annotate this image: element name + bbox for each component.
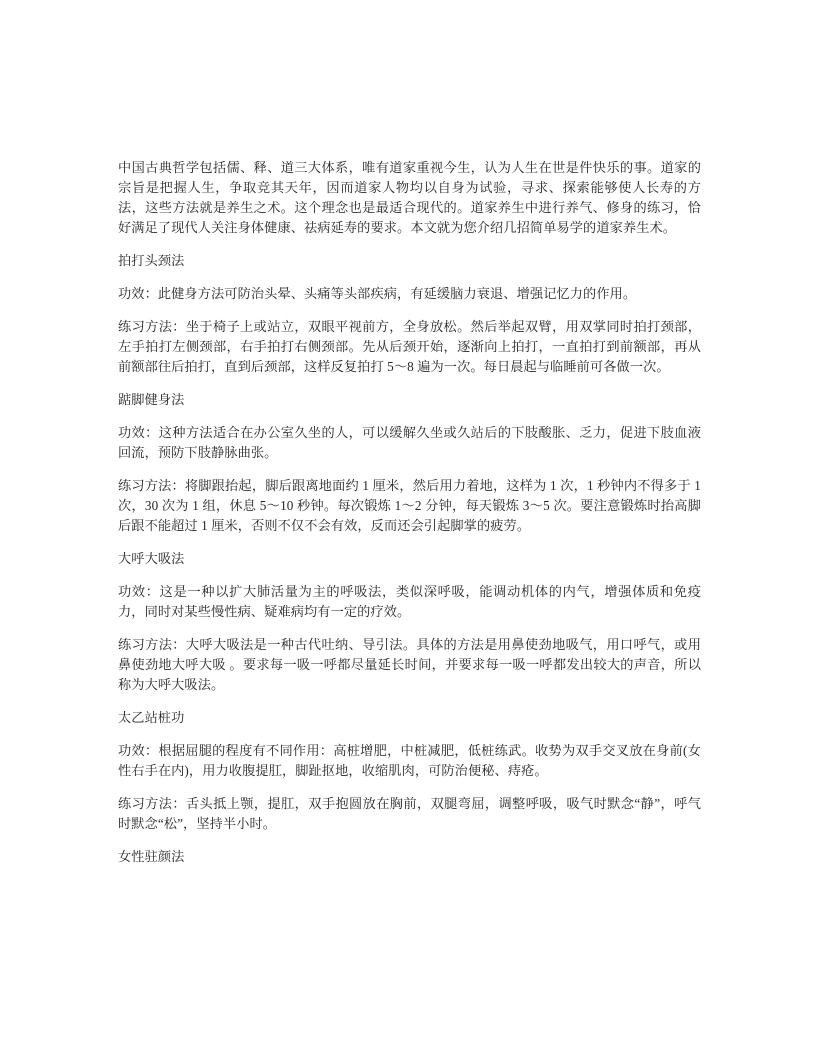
document-body (118, 158, 701, 867)
section-4-method: 练习方法：舌头抵上颚，提肛，双手抱圆放在胸前，双腿弯屈，调整呼吸，吸气时默念“静”，呼气时默念“松”，坚持半小时。 (118, 796, 701, 831)
section-heading-1: 拍打头颈法 (118, 253, 185, 268)
intro-paragraph: 中国古典哲学包括儒、释、道三大体系，唯有道家重视今生，认为人生在世是件快乐的事。道家的宗旨是把握人生，争取竞其天年，因而道家人物均以自身为试验，寻求、探索能够使人长寿的方法，这些方法就是养生之术。这个理念也是最适合现代的。道家养生中进行养气、修身的练习，恰好满足了现代人关注身体健康、祛病延寿的要求。本文就为您介绍几招简单易学的道家养生术。 (118, 160, 701, 235)
section-2-method: 练习方法：将脚跟抬起，脚后跟离地面约 1 厘米，然后用力着地，这样为 1 次，1 秒钟内不得多于 1 次，30 次为 1 组，休息 5～10 秒钟。每次锻炼 1～2 分钟，每天锻炼 3～5 次。要注意锻炼时抬高脚后跟不能超过 1 厘米，否则不仅不会有效，反而还会引起脚掌的疲劳。 (118, 478, 701, 533)
section-heading-3: 大呼大吸法 (118, 551, 185, 566)
section-3-effect: 功效：这是一种以扩大肺活量为主的呼吸法，类似深呼吸，能调动机体的内气，增强体质和免疫力，同时对某些慢性病、疑难病均有一定的疗效。 (118, 584, 701, 619)
section-1-method: 练习方法：坐于椅子上或站立，双眼平视前方，全身放松。然后举起双臂，用双掌同时拍打颈部，左手拍打左侧颈部，右手拍打右侧颈部。先从后颈开始，逐渐向上拍打，一直拍打到前额部，再从前额部往后拍打，直到后颈部，这样反复拍打 5～8 遍为一次。每日晨起与临睡前可各做一次。 (118, 319, 701, 374)
section-heading-5: 女性驻颜法 (118, 849, 185, 864)
section-3-method: 练习方法：大呼大吸法是一种古代吐纳、导引法。具体的方法是用鼻使劲地吸气，用口呼气，或用鼻使劲地大呼大吸 。要求每一吸一呼都尽量延长时间，并要求每一吸一呼都发出较大的声音，所以称为大呼大吸法。 (118, 637, 701, 692)
section-4-effect: 功效：根据屈腿的程度有不同作用：高桩增肥，中桩减肥，低桩练武。收势为双手交叉放在身前(女性右手在内)，用力收腹提肛，脚趾抠地，收缩肌肉，可防治便秘、痔疮。 (118, 743, 701, 778)
section-1-effect: 功效：此健身方法可防治头晕、头痛等头部疾病，有延缓脑力衰退、增强记忆力的作用。 (118, 286, 637, 301)
section-heading-4: 太乙站桩功 (118, 710, 185, 725)
section-2-effect: 功效：这种方法适合在办公室久坐的人，可以缓解久坐或久站后的下肢酸胀、乏力，促进下肢血液回流，预防下肢静脉曲张。 (118, 425, 701, 460)
section-heading-2: 踮脚健身法 (118, 392, 185, 407)
